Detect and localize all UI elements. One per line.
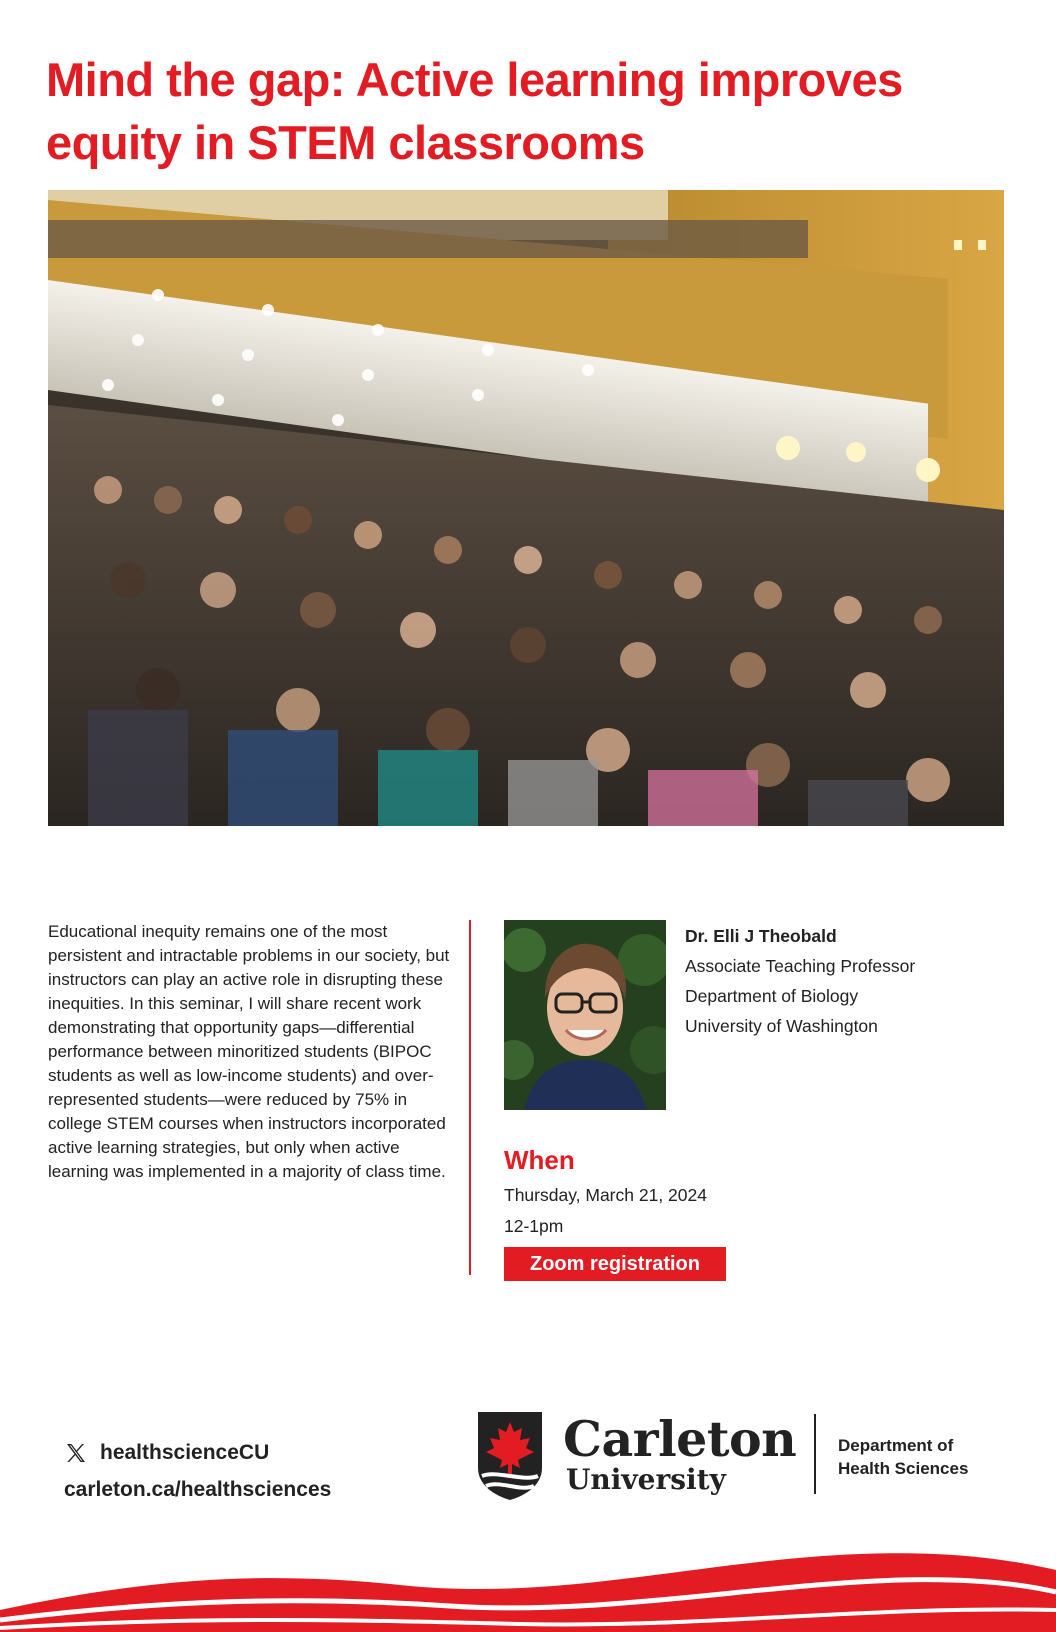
social-handle: healthscienceCU <box>100 1441 270 1464</box>
logo-divider <box>814 1414 816 1494</box>
x-logo-icon <box>64 1441 88 1465</box>
speaker-portrait <box>504 920 666 1110</box>
page-title: Mind the gap: Active learning improves equity in STEM classrooms <box>46 53 903 169</box>
event-datetime <box>504 1180 707 1242</box>
department-name <box>838 1434 968 1480</box>
abstract-text: Educational inequity remains one of the most persistent and intractable problems in our society, but instructors can play an active role in disrupting these inequities. In this seminar, I will share recent work demonstrating that opportunity gaps—differential performance between minoritized students (BIPOC students as well as low-income students) and over-represented students—were reduced by 75% in college STEM courses when instructors incorporated active learning strategies, but only when active learning was implemented in a majority of class time. <box>48 922 450 1181</box>
speaker-title: Associate Teaching Professor <box>685 956 916 976</box>
carleton-logo <box>474 1410 1034 1510</box>
logo-wordmark: Carleton <box>563 1410 797 1468</box>
event-time: 12-1pm <box>504 1216 564 1236</box>
lecture-hall-photo <box>48 190 1004 826</box>
speaker-institution: University of Washington <box>685 1016 878 1036</box>
footer-contact <box>64 1438 331 1502</box>
website-link[interactable]: carleton.ca/healthsciences <box>64 1478 332 1501</box>
dept-line-2: Health Sciences <box>838 1459 969 1478</box>
dept-line-1: Department of <box>838 1436 954 1455</box>
speaker-name: Dr. Elli J Theobald <box>685 926 837 946</box>
when-heading: When <box>504 1145 575 1175</box>
speaker-department: Department of Biology <box>685 986 859 1006</box>
zoom-registration-button[interactable]: Zoom registration <box>504 1247 726 1281</box>
speaker-info <box>685 921 915 1041</box>
carleton-shield-icon <box>474 1410 546 1502</box>
logo-university: University <box>566 1463 726 1496</box>
footer-waves <box>0 1540 1056 1632</box>
social-handle-row[interactable] <box>64 1438 331 1468</box>
event-date: Thursday, March 21, 2024 <box>504 1185 707 1205</box>
column-divider <box>469 920 471 1275</box>
